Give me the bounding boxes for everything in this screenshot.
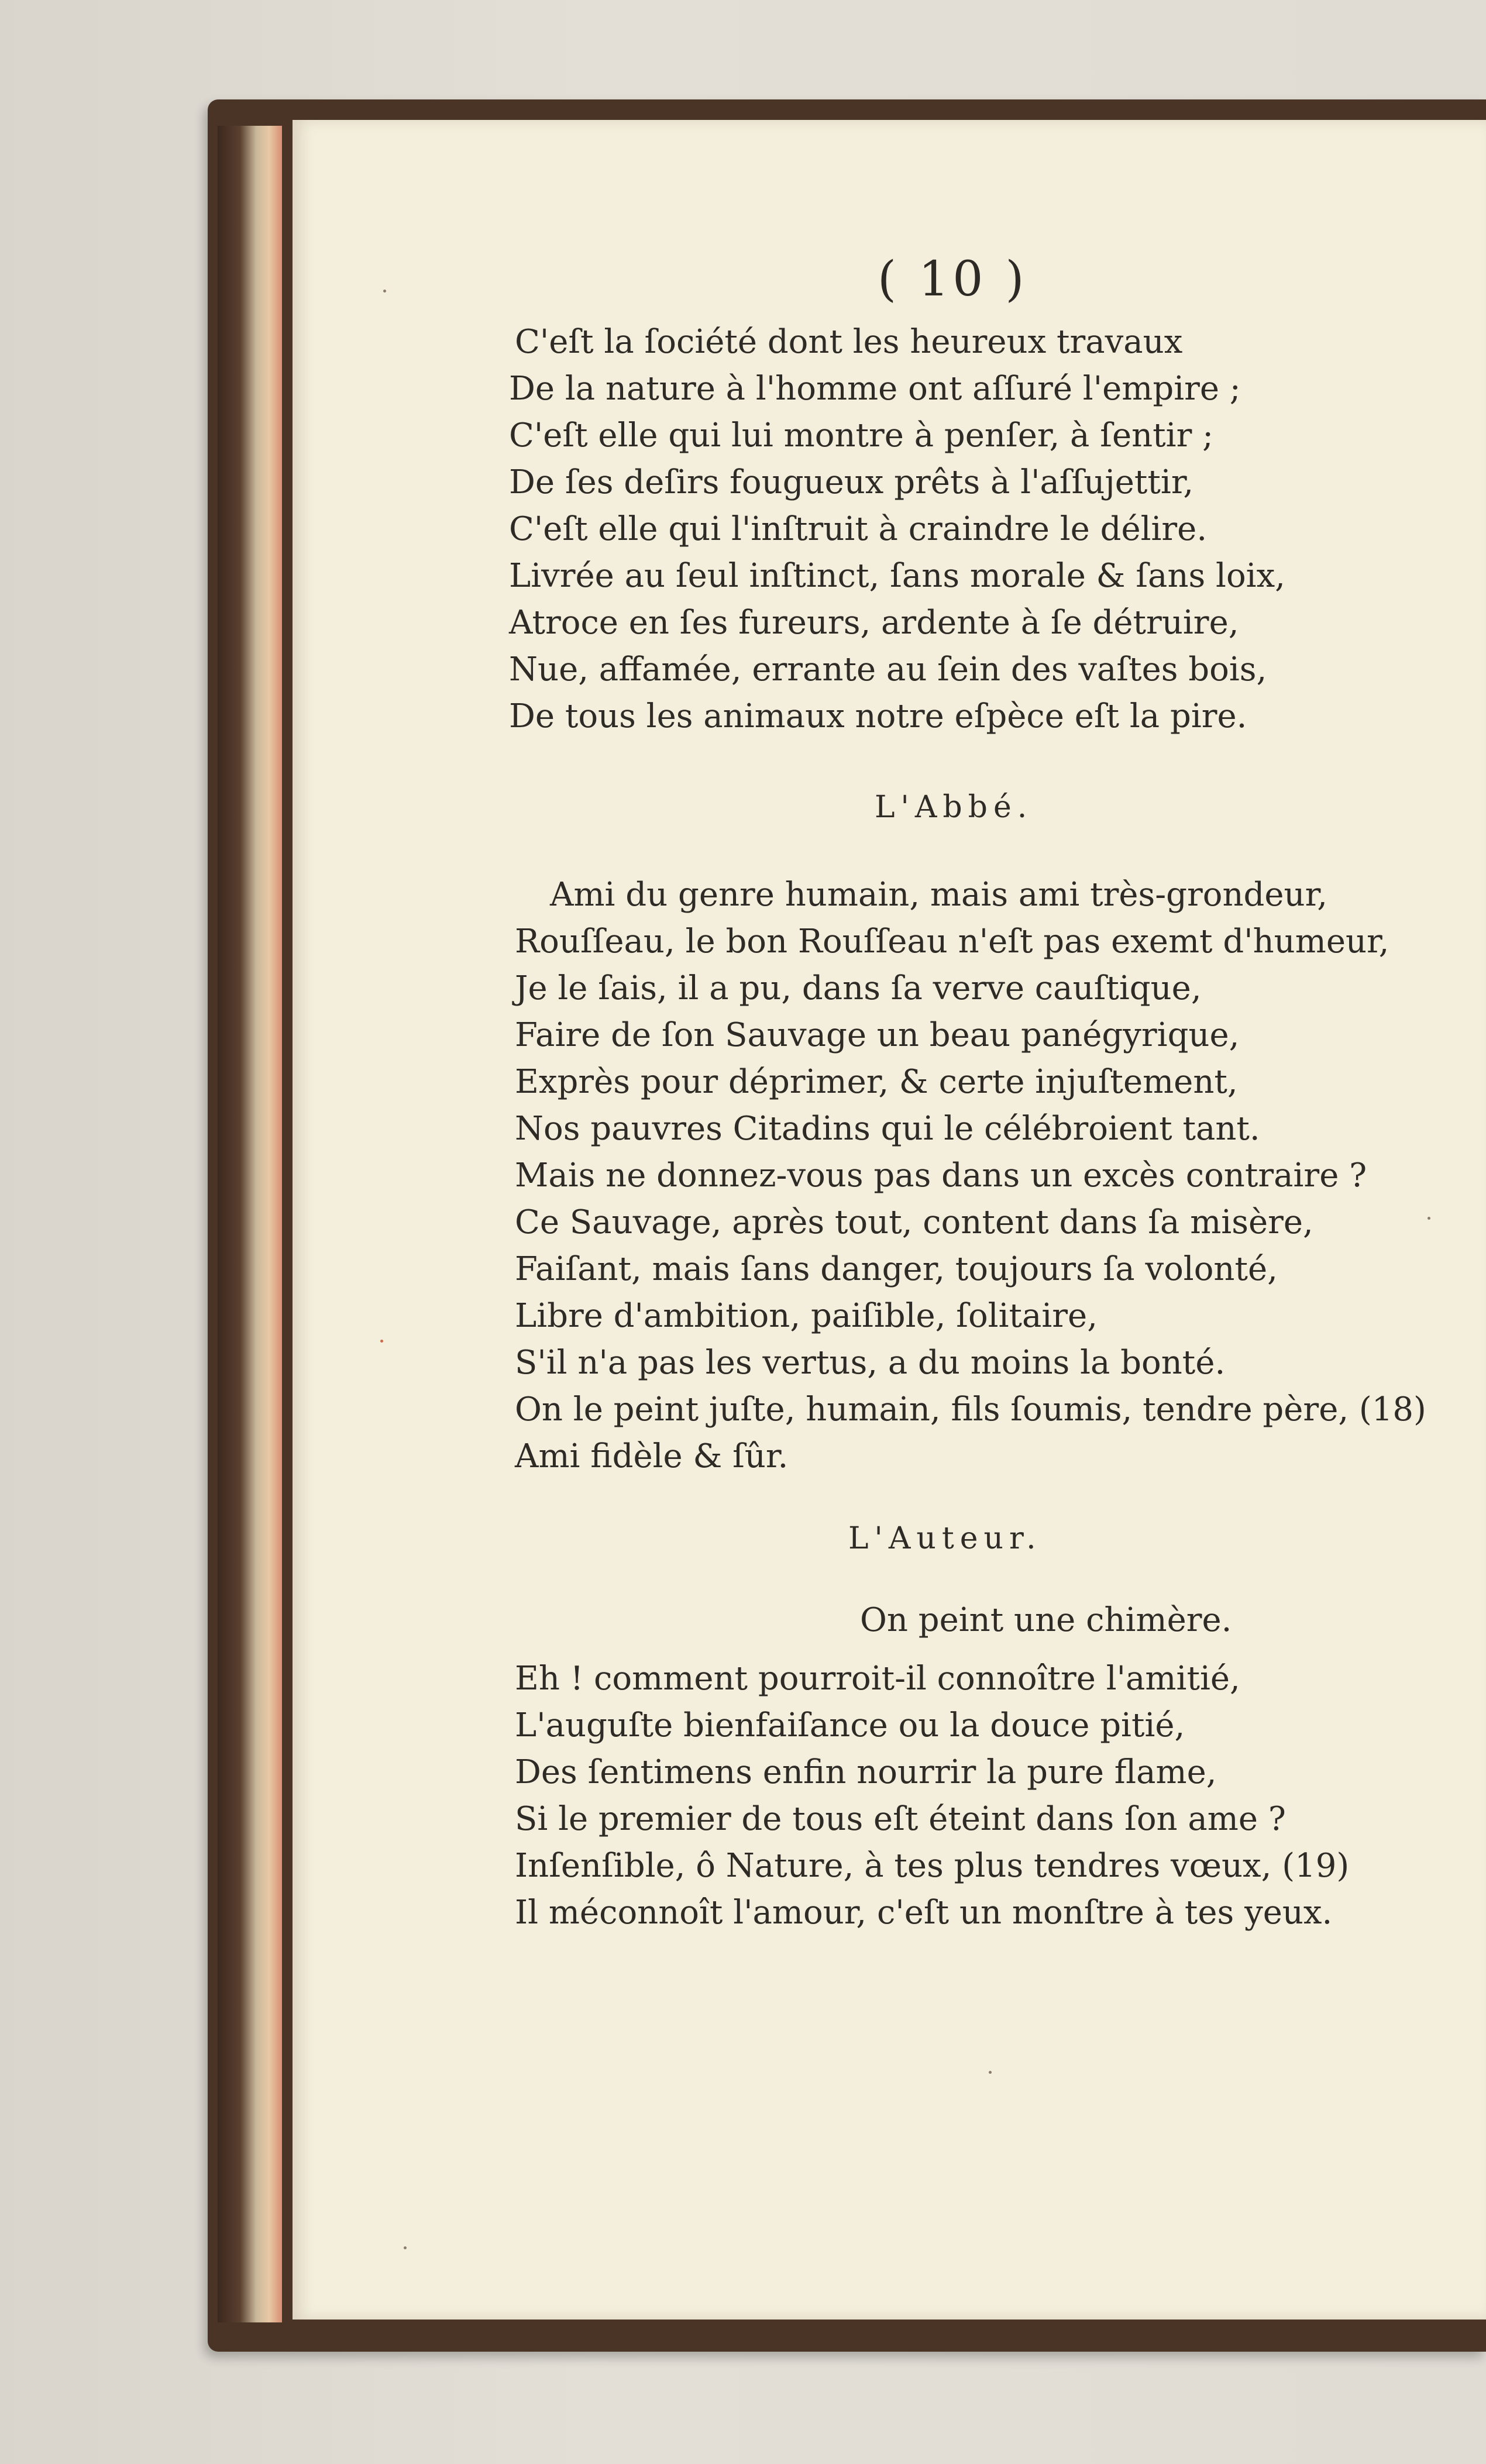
verse-line: Ami fidèle & ſûr. [515,1437,789,1475]
verse-line: S'il n'a pas les vertus, a du moins la bonté. [515,1344,1226,1382]
verse-line: De ſes deſirs fougueux prêts à l'aſſujettir, [509,463,1194,501]
verse-line: Exprès pour déprimer, & certe injuſtement, [515,1063,1238,1101]
paper-speck [989,2071,992,2074]
verse-line: Si le premier de tous eſt éteint dans ſon ame ? [515,1800,1286,1838]
verse-line: Ce Sauvage, après tout, content dans ſa misère, [515,1203,1313,1241]
verse-line: Des ſentimens enfin nourrir la pure flame, [515,1753,1217,1791]
paper-speck [404,2246,407,2249]
verse-line: On le peint juſte, humain, fils ſoumis, tendre père, (18) [515,1391,1426,1429]
verse-line: Eh ! comment pourroit-il connoître l'amitié, [515,1660,1240,1698]
verse-half-line: On peint une chimère. [860,1601,1232,1639]
verse-line: Ami du genre humain, mais ami très-grondeur, [550,876,1328,914]
verse-line: Il méconnoît l'amour, c'eſt un monſtre à tes yeux. [515,1894,1333,1932]
paper-speck [1427,1217,1430,1220]
verse-line: Nue, affamée, errante au ſein des vaſtes bois, [509,651,1267,689]
speaker-heading-abbe: L'Abbé. [875,790,1033,825]
verse-line: Atroce en ſes fureurs, ardente à ſe détruire, [509,604,1239,642]
verse-line: C'eſt elle qui lui montre à penſer, à ſentir ; [509,417,1214,455]
verse-line: Inſenſible, ô Nature, à tes plus tendres vœux, (19) [515,1847,1350,1885]
verse-line: Mais ne donnez-vous pas dans un excès contraire ? [515,1157,1367,1195]
verse-line: Faiſant, mais ſans danger, toujours ſa volonté, [515,1250,1278,1288]
verse-line: L'auguſte bienfaiſance ou la douce pitié, [515,1706,1185,1744]
page-edges [218,126,282,2322]
verse-line: Libre d'ambition, paiſible, ſolitaire, [515,1297,1098,1335]
verse-line: Nos pauvres Citadins qui le célébroient tant. [515,1110,1260,1148]
speaker-heading-auteur: L'Auteur. [848,1521,1042,1556]
paper-speck [383,290,386,292]
verse-line: Rouſſeau, le bon Rouſſeau n'eſt pas exemt d'humeur, [515,923,1389,961]
verse-line: Faire de ſon Sauvage un beau panégyrique, [515,1016,1240,1054]
verse-line: Livrée au ſeul inſtinct, ſans morale & ſans loix, [509,557,1285,595]
page-number: ( 10 ) [878,252,1028,307]
verse-line: De la nature à l'homme ont aſſuré l'empire ; [509,370,1241,408]
verse-line: C'eſt elle qui l'inſtruit à craindre le délire. [509,510,1208,548]
verse-line: Je le ſais, il a pu, dans ſa verve cauſtique, [515,969,1202,1007]
verse-line: C'eſt la ſociété dont les heureux travaux [515,323,1183,361]
verse-line: De tous les animaux notre eſpèce eſt la pire. [509,697,1247,735]
paper-speck [380,1340,383,1343]
